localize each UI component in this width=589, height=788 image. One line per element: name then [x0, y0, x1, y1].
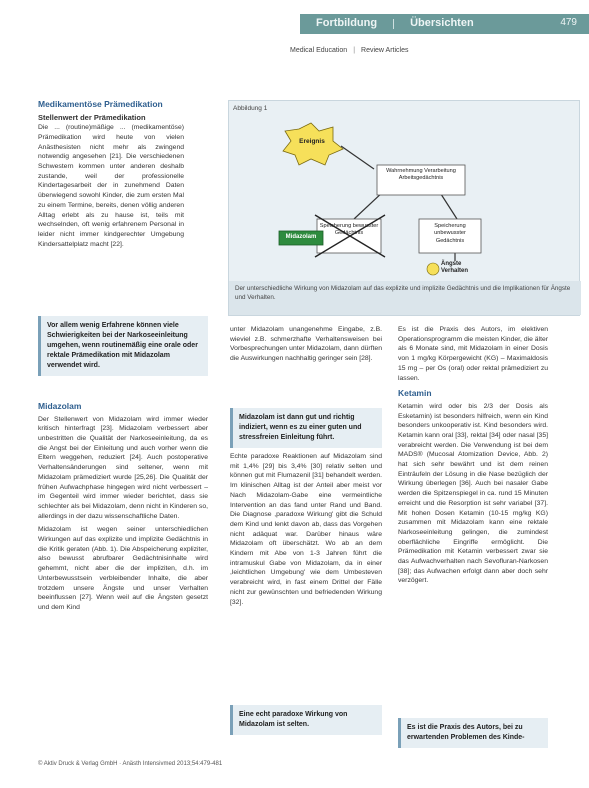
- subheading-stellenwert: Stellenwert der Prämedikation: [38, 112, 146, 122]
- sub-header-left: Medical Education: [290, 47, 348, 54]
- figure-caption: Der unterschiedliche Wirkung von Midazolam auf das explizite und implizite Gedächtnis und die Implikationen für Ängste und Verhalten.: [229, 281, 581, 315]
- paragraph: Midazolam ist wegen seiner unterschiedlichen Wirkungen auf das explizite und implizite Gedächtnis in die Kritik geraten (Abb. 1). Die Abspeicherung expliziter, also bewusst abrufbarer Gedächtnisinhalte wird gehemmt, nicht aber die der impliziten, d.h. im Unterbewusstsein verbleibender Inhalte, die aber trotzdem unsere Ängste und unser Verhalten beeinflussen [27]. Wenn weil auf die Ängsten gesetzt und dem Kind: [38, 526, 208, 611]
- callout-box: Midazolam ist dann gut und richtig indiziert, wenn es zu einer guten und stressfreien Einleitung führt.: [230, 408, 382, 448]
- figure-label: Abbildung 1: [233, 105, 268, 112]
- sub-header: [290, 46, 409, 56]
- angste-face-icon: [427, 263, 439, 275]
- middle-column-top: [230, 325, 382, 364]
- section-tabs: [300, 14, 589, 34]
- callout-box: Vor allem wenig Erfahrene können viele Schwierigkeiten bei der Narkoseeinleitung umgehen, wenn routinemäßig eine orale oder rektale Prämedikation mit Midazolam verwendet wird.: [38, 316, 208, 376]
- label-angste: Ängste Verhalten: [441, 261, 469, 275]
- label-ereignis: Ereignis: [299, 138, 325, 145]
- figure-1: [228, 100, 580, 316]
- label-speicherung-bewusst: Speicherung bewusster Gedächtnis: [319, 223, 379, 237]
- header-bar: [0, 0, 589, 34]
- paragraph: Der Stellenwert von Midazolam wird immer wieder kritisch hinterfragt [23]. Midazolam verbessert aber unbestritten die Qualität der Narkoseeinleitung, da es die Angst bei der Einleitung und auch vorher wenn die Eltern weggehen, reduziert [24]. Auch postoperative Verhaltensänderungen sind seltener, wenn mit Midazolam prämediziert wurde [25,26]. Die Qualität der frühen Aufwachphase hingegen wird nicht verbessert – im Gegenteil wird immer wieder berichtet, dass sie schlechter als bei Midazolam, denn nicht in Kinderen so, allerdings in der dazu wissenschaftliche Daten.: [38, 415, 208, 520]
- paragraph: Ketamin wird oder bis 2/3 der Dosis als Esketamin) ist besonders hilfreich, wenn ein Kind besonders unkooperativ ist. Kind besonders wird. Ketamin kann oral [33], rektal [34] oder nasal [35] verabreicht werden. Die Verwendung ist bei dem MADS® (Mucosal Atomization Device, Abb. 2) hat sich sehr bewährt und ist dem reinen Einträufeln der Lösung in die Nase bezüglich der Wirkung überlegen [36]. Auch bei nasaler Gabe werden die Spitzenspiegel in ca. rund 15 Minuten erreicht und die Resorption ist sehr variabel [37]. Mit hohen Dosen Ketamin (10-15 mg/kg KG) zusammen mit Midazolam kann eine rektale Narkoseeinleitung gelingen, die zumindest oberflächliche Eingriffe ermöglicht. Die Prämedikation mit Ketamin verbessert zwar sie das Aufwachverhalten nach Sevofluran-Narkosen [38]; das Aufwachen erfolgt dann aber doch sehr verzögert.: [398, 402, 548, 585]
- page-number: 479: [560, 17, 577, 28]
- left-column-top: [38, 100, 184, 249]
- callout-box: Eine echt paradoxe Wirkung von Midazolam ist selten.: [230, 705, 382, 735]
- footer-copyright: © Aktiv Druck & Verlag GmbH · Anästh Intensivmed 2013;54:479-481: [38, 761, 223, 767]
- middle-column-bottom: [230, 452, 382, 607]
- section-title: Medikamentöse Prämedikation: [38, 99, 163, 109]
- label-midazolam: Midazolam: [285, 234, 317, 240]
- subheading-ketamin: Ketamin: [398, 388, 432, 399]
- label-speicherung-unbewusst: Speicherung unbewusster Gedächtnis: [434, 223, 466, 244]
- right-column: [398, 325, 548, 586]
- paragraph: Die ... (routine)mäßige ... (medikamentöse) Prämedikation wird heute von vielen Anästhesisten nicht mehr als zwingend notwendig angesehen [21]. Die verschiedenen Schwestern kommen unter anderen deshalb zustande, weil der professionelle Kindertagesarbeit der in zunehmend Daten überwiegend sowohl Kinder, die zum ersten Mal zu einem Termine, bereits, denen völlig anderen Alltag erlebt als zu hause ist, teils mit wechselnden, oft wenig erfahrenem Personal in leider nicht immer kindgerechter Umgebung Kindersattelplatz macht [22].: [38, 124, 184, 248]
- subheading-midazolam: Midazolam: [38, 401, 82, 411]
- paragraph: Echte paradoxe Reaktionen auf Midazolam sind mit 1,4% [29] bis 3,4% [30] relativ selten und können gut mit Flumazenil [31] behandelt werden. Im klinischen Alltag ist der Anteil aber meist vor Nach Midazolam-Gabe eine vermeintliche Intervention an das fand unter Rand und Band. Die Diagnose ,paradoxe Wirkung' gibt die Schuld dem Kind und lenkt davon ab, dass das Vorgehen nicht adäquat war. Darüber hinaus wäre Midazolam oft überschätzt. Wo ab an dem Kindern mit Abe von 1-3 Jahren führt die intramuskul Gabe von Midazolam, da in einer ,leichtlichen Umgebung' wie dem Umbesteven verabreicht wird, in fast einem Drittel der Fälle nicht zur gewünschten und befriedenden Wirkung [32].: [230, 453, 382, 606]
- sub-header-right: Review Articles: [361, 47, 409, 54]
- arrow-ereignis-to-wahrnehmung: [341, 146, 374, 169]
- tab-uebersichten[interactable]: Übersichten: [393, 19, 490, 29]
- figure-diagram: [229, 101, 581, 281]
- left-column-bottom: [38, 402, 208, 613]
- callout-box: Es ist die Praxis des Autors, bei zu erwartenden Problemen des Kinde-: [398, 718, 548, 748]
- tab-fortbildung[interactable]: Fortbildung: [316, 17, 378, 30]
- sub-header-divider: |: [353, 47, 356, 54]
- paragraph: Es ist die Praxis des Autors, im elektiven Operationsprogramm die meisten Kinder, die älter als 6 Monate sind, mit Midazolam in einer Dosis von 1 mg/kg Körpergewicht (KG) – Maximaldosis 15 mg – per Os (oral) oder rektal prämediziert zu lassen.: [398, 326, 548, 382]
- paragraph: unter Midazolam unangenehme Eingabe, z.B. wieviel z.B. schmerzhafte Verhaltensweisen bei Vorbesprechungen unter Midazolam, dann dürften die Auswirkungen nachhaltig geringer sein [28].: [230, 326, 382, 363]
- label-wahrnehmung: Wahrnehmung Verarbeitung Arbeitsgedächtnis: [386, 168, 456, 182]
